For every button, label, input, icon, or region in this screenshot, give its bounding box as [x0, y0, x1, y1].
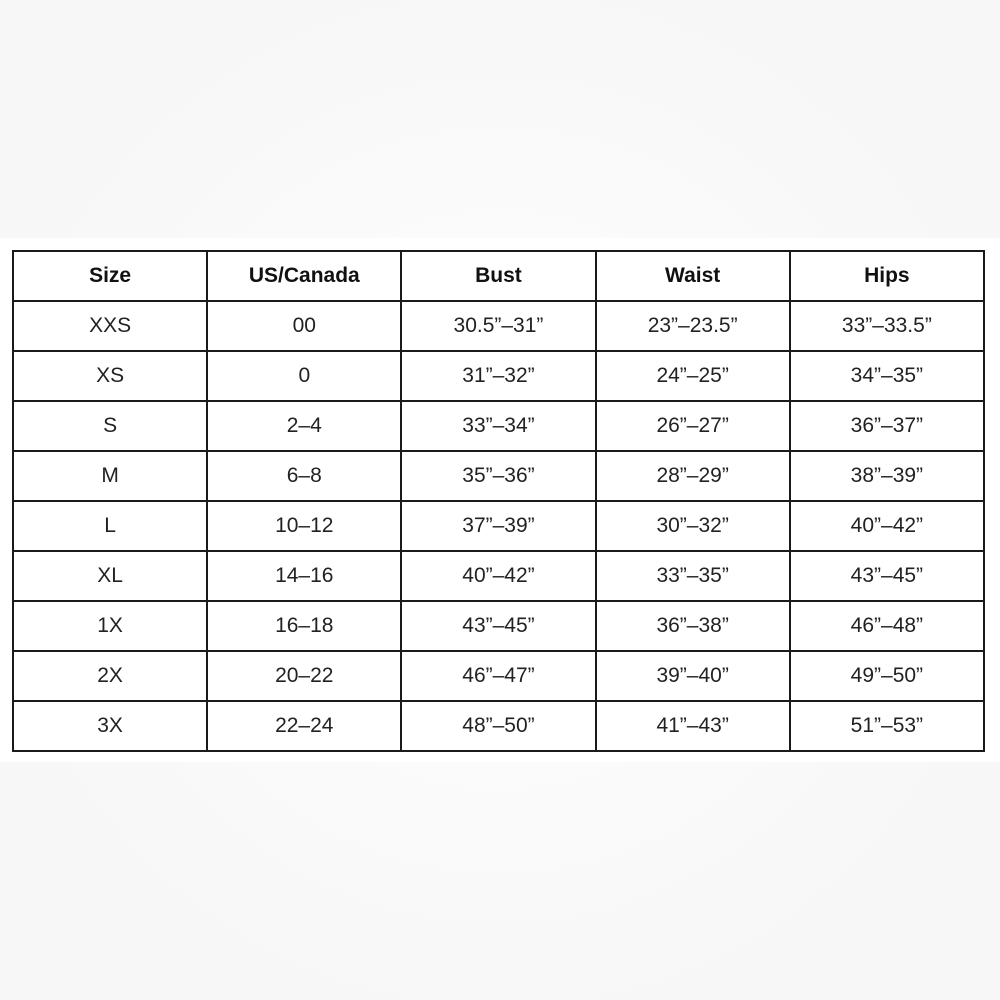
header-row — [13, 251, 984, 301]
cell-bust: 30.5”–31” — [401, 301, 595, 351]
cell-waist: 24”–25” — [596, 351, 790, 401]
table-row — [13, 401, 984, 451]
cell-size: L — [13, 501, 207, 551]
cell-size: 2X — [13, 651, 207, 701]
cell-size: XXS — [13, 301, 207, 351]
table-row — [13, 301, 984, 351]
cell-waist: 30”–32” — [596, 501, 790, 551]
cell-bust: 37”–39” — [401, 501, 595, 551]
table-row — [13, 701, 984, 751]
header-waist: Waist — [596, 251, 790, 301]
cell-us-canada: 2–4 — [207, 401, 401, 451]
cell-hips: 36”–37” — [790, 401, 984, 451]
cell-hips: 43”–45” — [790, 551, 984, 601]
cell-us-canada: 00 — [207, 301, 401, 351]
cell-waist: 41”–43” — [596, 701, 790, 751]
header-bust: Bust — [401, 251, 595, 301]
table-row — [13, 351, 984, 401]
cell-us-canada: 6–8 — [207, 451, 401, 501]
cell-bust: 43”–45” — [401, 601, 595, 651]
cell-size: XS — [13, 351, 207, 401]
cell-size: S — [13, 401, 207, 451]
table-row — [13, 601, 984, 651]
cell-bust: 33”–34” — [401, 401, 595, 451]
cell-hips: 49”–50” — [790, 651, 984, 701]
cell-size: M — [13, 451, 207, 501]
cell-bust: 40”–42” — [401, 551, 595, 601]
cell-us-canada: 14–16 — [207, 551, 401, 601]
cell-hips: 40”–42” — [790, 501, 984, 551]
cell-hips: 46”–48” — [790, 601, 984, 651]
header-size: Size — [13, 251, 207, 301]
size-chart-panel — [0, 238, 1000, 762]
cell-waist: 23”–23.5” — [596, 301, 790, 351]
cell-size: 3X — [13, 701, 207, 751]
cell-waist: 39”–40” — [596, 651, 790, 701]
header-hips: Hips — [790, 251, 984, 301]
cell-bust: 46”–47” — [401, 651, 595, 701]
cell-hips: 33”–33.5” — [790, 301, 984, 351]
cell-hips: 38”–39” — [790, 451, 984, 501]
cell-bust: 48”–50” — [401, 701, 595, 751]
size-chart-table — [12, 250, 985, 752]
cell-size: 1X — [13, 601, 207, 651]
cell-waist: 36”–38” — [596, 601, 790, 651]
cell-waist: 28”–29” — [596, 451, 790, 501]
table-row — [13, 501, 984, 551]
cell-us-canada: 22–24 — [207, 701, 401, 751]
table-row — [13, 651, 984, 701]
cell-bust: 31”–32” — [401, 351, 595, 401]
cell-hips: 51”–53” — [790, 701, 984, 751]
cell-hips: 34”–35” — [790, 351, 984, 401]
cell-waist: 33”–35” — [596, 551, 790, 601]
cell-us-canada: 0 — [207, 351, 401, 401]
cell-bust: 35”–36” — [401, 451, 595, 501]
cell-us-canada: 20–22 — [207, 651, 401, 701]
cell-size: XL — [13, 551, 207, 601]
header-us-canada: US/Canada — [207, 251, 401, 301]
cell-us-canada: 10–12 — [207, 501, 401, 551]
cell-waist: 26”–27” — [596, 401, 790, 451]
table-row — [13, 451, 984, 501]
table-row — [13, 551, 984, 601]
cell-us-canada: 16–18 — [207, 601, 401, 651]
